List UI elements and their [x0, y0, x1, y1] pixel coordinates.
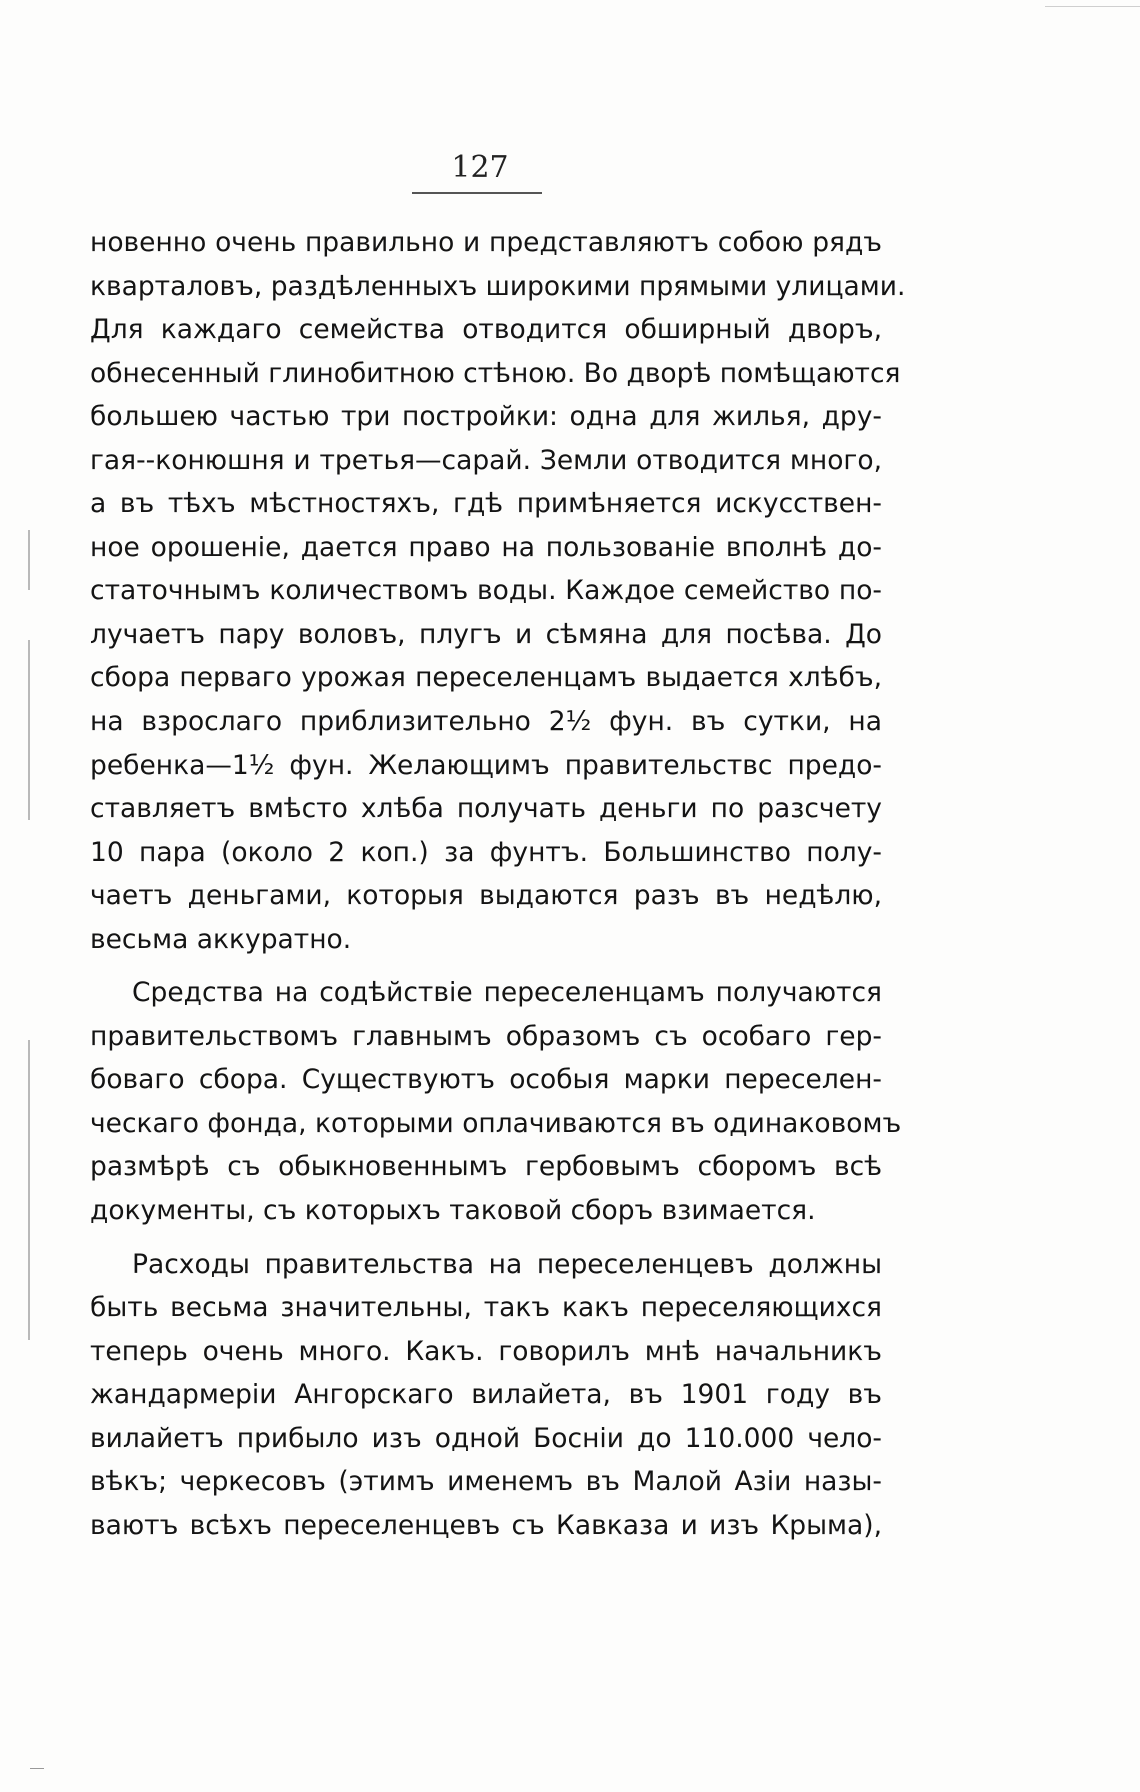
- paragraph: [90, 1243, 882, 1548]
- paragraph-gap: [90, 1233, 882, 1243]
- text-line: большею частью три постройки: одна для жилья, дру-: [90, 401, 882, 433]
- text-line: Для каждаго семейства отводится обширный дворъ,: [90, 314, 882, 346]
- text-line: боваго сбора. Существуютъ особыя марки переселен-: [90, 1064, 882, 1096]
- text-line: чаетъ деньгами, которыя выдаются разъ въ недѣлю,: [90, 880, 882, 912]
- text-line: правительствомъ главнымъ образомъ съ особаго гер-: [90, 1020, 882, 1052]
- text-line: 10 пара (около 2 коп.) за фунтъ. Большинство полу-: [90, 836, 882, 868]
- text-line: Расходы правительства на переселенцевъ должны: [132, 1248, 882, 1280]
- paragraph: [90, 221, 906, 961]
- text-line: ческаго фонда, которыми оплачиваются въ одинаковомъ: [90, 1107, 902, 1139]
- margin-scan-line: [28, 640, 30, 820]
- page-number: 127: [451, 150, 509, 185]
- text-line: ное орошеніе, дается право на пользованіе вполнѣ до-: [90, 531, 882, 563]
- text-line: размѣрѣ съ обыкновеннымъ гербовымъ сборомъ всѣ: [90, 1151, 882, 1183]
- text-line: новенно очень правильно и представляютъ собою рядъ: [90, 227, 882, 258]
- text-line: ребенка—1½ фун. Желающимъ правительствс предо-: [90, 749, 882, 781]
- text-line: Средства на содѣйствіе переселенцамъ получаются: [132, 977, 882, 1009]
- margin-scan-line: [28, 530, 30, 590]
- text-line: ставляетъ вмѣсто хлѣба получать деньги по разсчету: [90, 793, 882, 825]
- text-line: статочнымъ количествомъ воды. Каждое семейство по-: [90, 575, 882, 607]
- text-line: обнесенный глинобитною стѣною. Во дворѣ помѣщаются: [90, 357, 901, 389]
- text-line: гая--конюшня и третья—сарай. Земли отводится много,: [90, 444, 882, 476]
- body-text: [90, 221, 906, 1547]
- text-line: лучаетъ пару воловъ, плугъ и сѣмяна для посѣва. До: [90, 618, 882, 650]
- margin-scan-line: [28, 1040, 30, 1340]
- text-line: вѣкъ; черкесовъ (этимъ именемъ въ Малой Азіи назы-: [90, 1466, 882, 1498]
- paragraph: [90, 971, 902, 1232]
- scan-corner-mark: [30, 1768, 44, 1769]
- text-line: быть весьма значительны, такъ какъ переселяющихся: [90, 1292, 882, 1324]
- text-line: вилайетъ прибыло изъ одной Босніи до 110.000 чело-: [90, 1422, 882, 1454]
- text-line: на взрослаго приблизительно 2½ фун. въ сутки, на: [90, 706, 882, 738]
- text-line: а въ тѣхъ мѣстностяхъ, гдѣ примѣняется искусствен-: [90, 488, 882, 520]
- text-line: ваютъ всѣхъ переселенцевъ съ Кавказа и изъ Крыма),: [90, 1509, 882, 1541]
- text-line: весьма аккуратно.: [90, 923, 352, 955]
- paragraph-gap: [90, 961, 882, 971]
- text-line: сбора перваго урожая переселенцамъ выдается хлѣбъ,: [90, 662, 882, 694]
- text-line: теперь очень много. Какъ. говорилъ мнѣ начальникъ: [90, 1335, 882, 1367]
- text-line: жандармеріи Ангорскаго вилайета, въ 1901 году въ: [90, 1379, 882, 1411]
- scan-edge-mark: [1045, 6, 1140, 7]
- text-line: документы, съ которыхъ таковой сборъ взимается.: [90, 1195, 816, 1227]
- page-number-rule: [412, 192, 542, 194]
- text-line: кварталовъ, раздѣленныхъ широкими прямыми улицами.: [90, 270, 906, 302]
